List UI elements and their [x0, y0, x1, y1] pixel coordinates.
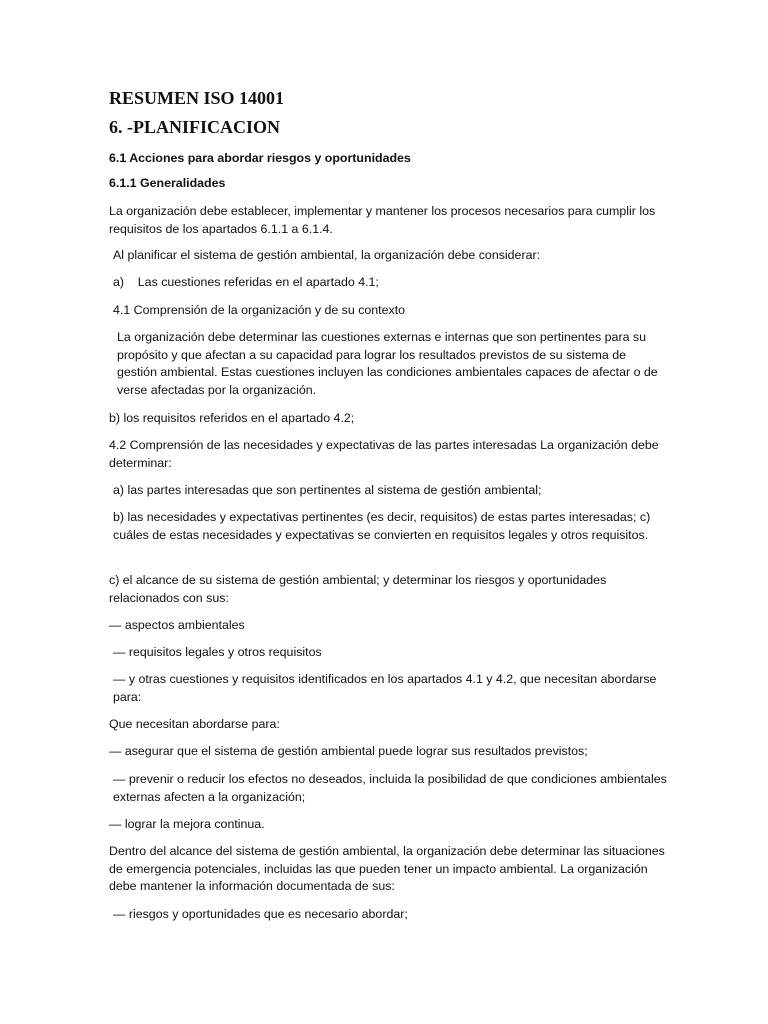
document-title: RESUMEN ISO 14001	[109, 88, 285, 108]
list-item: — requisitos legales y otros requisitos	[113, 645, 322, 659]
list-item: — lograr la mejora continua.	[109, 817, 265, 831]
paragraph: Al planificar el sistema de gestión ambiental, la organización debe considerar:	[113, 248, 541, 262]
list-item: — riesgos y oportunidades que es necesario abordar;	[113, 907, 408, 921]
paragraph: La organización debe determinar las cuestiones externas e internas que son pertinentes para su propósito y que afectan a su capacidad para lograr los resultados previstos de su sistema de gestión ambiental. Estas cuestiones incluyen las condiciones ambientales capaces de afectar o de verse afectadas por la organización.	[117, 330, 658, 397]
subsection-heading: 6.1 Acciones para abordar riesgos y oportunidades	[109, 151, 411, 165]
paragraph: Dentro del alcance del sistema de gestión ambiental, la organización debe determinar las situaciones de emergencia potenciales, incluidas las que pueden tener un impacto ambiental. La organización debe mantener la información documentada de sus:	[109, 844, 665, 893]
section-heading: 6. -PLANIFICACION	[109, 117, 280, 137]
paragraph: Que necesitan abordarse para:	[109, 717, 280, 731]
paragraph: c) el alcance de su sistema de gestión ambiental; y determinar los riesgos y oportunidades relacionados con sus:	[109, 573, 607, 605]
list-item: a) las partes interesadas que son pertinentes al sistema de gestión ambiental;	[113, 483, 542, 497]
subsection-heading: 6.1.1 Generalidades	[109, 176, 226, 190]
list-item: — aspectos ambientales	[109, 618, 245, 632]
list-item: b) las necesidades y expectativas pertinentes (es decir, requisitos) de estas partes interesadas; c) cuáles de estas necesidades y expectativas se convierten en requisitos legales y otros requisitos.	[113, 510, 651, 542]
list-item: — asegurar que el sistema de gestión ambiental puede lograr sus resultados previstos;	[109, 744, 588, 758]
list-item: a) Las cuestiones referidas en el apartado 4.1;	[113, 275, 379, 289]
paragraph: 4.2 Comprensión de las necesidades y expectativas de las partes interesadas La organización debe determinar:	[109, 438, 659, 470]
paragraph: 4.1 Comprensión de la organización y de su contexto	[113, 303, 406, 317]
list-item: — prevenir o reducir los efectos no deseados, incluida la posibilidad de que condiciones ambientales externas afecten a la organización;	[113, 772, 667, 804]
list-item: — y otras cuestiones y requisitos identificados en los apartados 4.1 y 4.2, que necesitan abordarse para:	[113, 672, 657, 704]
paragraph: b) los requisitos referidos en el apartado 4.2;	[109, 411, 355, 425]
paragraph: La organización debe establecer, implementar y mantener los procesos necesarios para cumplir los requisitos de los apartados 6.1.1 a 6.1.4.	[109, 204, 656, 236]
